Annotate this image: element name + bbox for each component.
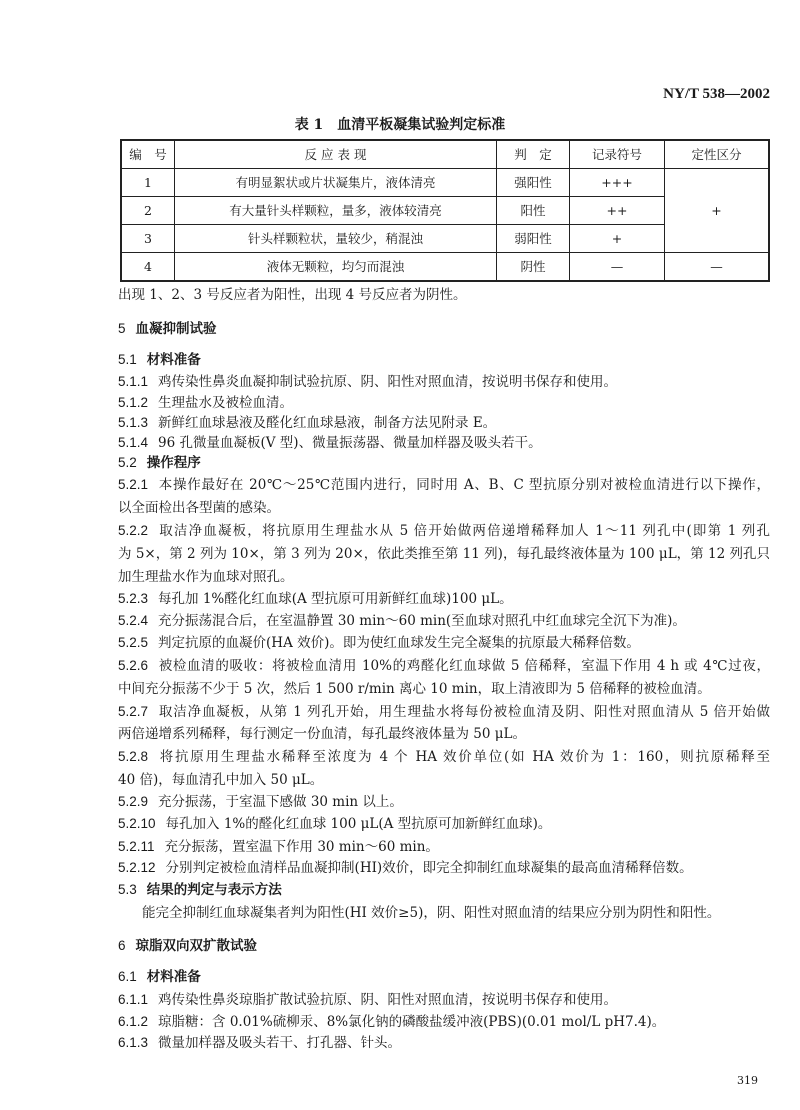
table-row (121, 253, 769, 282)
clause-number: 5.2.3 (118, 591, 149, 606)
cell-qualitative: + (665, 169, 770, 253)
clause-text: 充分振荡，于室温下感做 30 min 以上。 (158, 794, 403, 810)
clause-number: 5.1.4 (118, 435, 149, 450)
cell-judgement: 弱阳性 (497, 225, 570, 253)
clause-number: 5.2.2 (118, 523, 149, 538)
paragraph-line (118, 434, 770, 452)
clause-text: 96 孔微量血凝板(V 型)、微量振荡器、微量加样器及吸头若干。 (158, 435, 542, 451)
table-row (121, 169, 769, 197)
paragraph-line (118, 991, 770, 1009)
cell-symbol: + (570, 225, 665, 253)
clause-text: 琼脂糖：含 0.01%硫柳汞、8%氯化钠的磷酸盐缓冲液(PBS)(0.01 mol/L pH7.4)。 (158, 1014, 666, 1030)
clause-text: 材料准备 (146, 352, 201, 368)
page-number: 319 (737, 1074, 758, 1087)
cell-judgement: 阳性 (497, 197, 570, 225)
clause-number: 5.2.11 (118, 839, 155, 854)
clause-text: 每孔加 1%醛化红血球(A 型抗原可用新鲜红血球)100 μL。 (158, 591, 513, 607)
clause-text: 鸡传染性鼻炎琼脂扩散试验抗原、阴、阳性对照血清，按说明书保存和使用。 (158, 992, 618, 1008)
paragraph-line (118, 499, 770, 517)
clause-text: 被检血清的吸收：将被检血清用 10%的鸡醛化红血球做 5 倍稀释，室温下作用 4 h 或 4℃过夜， (158, 658, 770, 674)
cell-reaction: 有明显絮状或片状凝集片，液体清亮 (175, 169, 497, 197)
column-header: 判 定 (497, 140, 570, 169)
paragraph-line (118, 1034, 770, 1052)
cell-no: 3 (121, 225, 175, 253)
clause-number: 5.2.10 (118, 816, 156, 831)
paragraph-line (118, 1013, 770, 1031)
clause-text: 血凝抑制试验 (135, 321, 217, 337)
paragraph-line (118, 859, 770, 877)
section-heading (118, 320, 770, 338)
document-body (118, 320, 770, 1052)
clause-text: 鸡传染性鼻炎血凝抑制试验抗原、阴、阳性对照血清，按说明书保存和使用。 (158, 374, 618, 390)
column-header: 反 应 表 现 (175, 140, 497, 169)
paragraph-line (118, 657, 770, 675)
clause-number: 6.1 (118, 969, 137, 984)
clause-number: 5.1.2 (118, 395, 149, 410)
clause-number: 5 (118, 321, 126, 336)
clause-number: 5.2.1 (118, 477, 149, 492)
clause-text: 分别判定被检血清样品血凝抑制(HI)效价，即完全抑制红血球凝集的最高血清稀释倍数。 (165, 860, 693, 876)
column-header: 记录符号 (570, 140, 665, 169)
paragraph-line (118, 476, 770, 494)
clause-text: 能完全抑制红血球凝集者判为阳性(HI 效价≥5)，阴、阳性对照血清的结果应分别为阴性和阳性。 (142, 905, 721, 921)
clause-text: 取洁净血凝板，将抗原用生理盐水从 5 倍开始做两倍递增稀释加人 1～11 列孔中(即第 1 列孔 (158, 523, 770, 539)
clause-number: 5.2.9 (118, 794, 149, 809)
clause-number: 6.1.1 (118, 992, 149, 1007)
judgement-table (120, 139, 770, 282)
paragraph-line (118, 373, 770, 391)
table-title: 表 1 血清平板凝集试验判定标准 (294, 117, 506, 133)
cell-no: 4 (121, 253, 175, 282)
clause-number: 6 (118, 938, 126, 953)
paragraph-line (118, 838, 770, 856)
section-heading (118, 937, 770, 955)
clause-text: 充分振荡混合后，在室温静置 30 min～60 min(至血球对照孔中红血球完全沉下为准)。 (158, 613, 686, 629)
paragraph-line (118, 703, 770, 721)
paragraph-line (118, 748, 770, 766)
cell-reaction: 有大量针头样颗粒，量多，液体较清亮 (175, 197, 497, 225)
cell-no: 2 (121, 197, 175, 225)
clause-text: 生理盐水及被检血清。 (158, 395, 294, 411)
clause-number: 5.3 (118, 882, 137, 897)
section-heading (118, 351, 770, 369)
clause-text: 充分振荡，置室温下作用 30 min～60 min。 (164, 839, 439, 855)
clause-text: 加生理盐水作为血球对照孔。 (118, 569, 294, 585)
clause-number: 5.2 (118, 455, 137, 470)
clause-text: 本操作最好在 20℃～25℃范围内进行，同时用 A、B、C 型抗原分别对被检血清进行以下操作， (158, 477, 770, 493)
clause-text: 材料准备 (146, 969, 201, 985)
clause-text: 以全面检出各型菌的感染。 (118, 500, 280, 516)
paragraph-line (118, 545, 770, 563)
clause-number: 6.1.2 (118, 1014, 149, 1029)
paragraph-line (118, 414, 770, 432)
clause-number: 5.2.5 (118, 635, 149, 650)
section-heading (118, 454, 770, 472)
cell-judgement: 强阳性 (497, 169, 570, 197)
clause-number: 5.1.3 (118, 415, 149, 430)
clause-text: 两倍递增系列稀释，每行测定一份血清，每孔最终液体量为 50 μL。 (118, 726, 526, 742)
clause-number: 5.1.1 (118, 374, 149, 389)
cell-symbol: +++ (570, 169, 665, 197)
paragraph-line (118, 568, 770, 586)
clause-text: 每孔加入 1%的醛化红血球 100 μL(A 型抗原可加新鲜红血球)。 (165, 816, 552, 832)
clause-text: 判定抗原的血凝价(HA 效价)。即为使红血球发生完全凝集的抗原最大稀释倍数。 (158, 635, 640, 651)
table-note: 出现 1、2、3 号反应者为阳性，出现 4 号反应者为阴性。 (118, 287, 467, 303)
column-header: 编 号 (121, 140, 175, 169)
clause-text: 微量加样器及吸头若干、打孔器、针头。 (158, 1035, 402, 1051)
clause-text: 中间充分振荡不少于 5 次，然后 1 500 r/min 离心 10 min，取上清液即为 5 倍稀释的被检血清。 (118, 681, 711, 697)
clause-number: 6.1.3 (118, 1035, 149, 1050)
paragraph-line (118, 612, 770, 630)
cell-no: 1 (121, 169, 175, 197)
cell-symbol: ++ (570, 197, 665, 225)
cell-judgement: 阴性 (497, 253, 570, 282)
cell-reaction: 针头样颗粒状，量较少，稍混浊 (175, 225, 497, 253)
clause-number: 5.2.7 (118, 704, 149, 719)
section-heading (118, 968, 770, 986)
column-header: 定性区分 (665, 140, 770, 169)
clause-text: 新鲜红血球悬液及醛化红血球悬液，制备方法见附录 E。 (158, 415, 497, 431)
paragraph-line (118, 904, 770, 922)
paragraph-line (118, 590, 770, 608)
clause-text: 取洁净血凝板，从第 1 列孔开始，用生理盐水将每份被检血清及阴、阳性对照血清从 5 倍开始做 (158, 704, 770, 720)
section-heading (118, 881, 770, 899)
table-header-row (121, 140, 769, 169)
clause-number: 5.2.12 (118, 860, 156, 875)
clause-text: 将抗原用生理盐水稀释至浓度为 4 个 HA 效价单位(如 HA 效价为 1：160，则抗原稀释至 (158, 749, 770, 765)
paragraph-line (118, 522, 770, 540)
paragraph-line (118, 634, 770, 652)
cell-reaction: 液体无颗粒，均匀而混浊 (175, 253, 497, 282)
paragraph-line (118, 771, 770, 789)
cell-symbol: — (570, 253, 665, 282)
clause-number: 5.2.4 (118, 613, 149, 628)
clause-text: 结果的判定与表示方法 (146, 882, 282, 898)
clause-text: 40 倍)，每血清孔中加入 50 μL。 (118, 772, 324, 788)
clause-text: 琼脂双向双扩散试验 (135, 938, 258, 954)
clause-text: 为 5×，第 2 列为 10×，第 3 列为 20×，依此类推至第 11 列)，每孔最终液体量为 100 μL，第 12 列孔只 (118, 546, 770, 562)
clause-number: 5.1 (118, 352, 137, 367)
cell-qualitative: — (665, 253, 770, 282)
paragraph-line (118, 793, 770, 811)
standard-code: NY/T 538—2002 (663, 86, 770, 102)
paragraph-line (118, 815, 770, 833)
clause-number: 5.2.6 (118, 658, 149, 673)
paragraph-line (118, 680, 770, 698)
paragraph-line (118, 725, 770, 743)
clause-text: 操作程序 (146, 455, 201, 471)
paragraph-line (118, 394, 770, 412)
clause-number: 5.2.8 (118, 749, 149, 764)
